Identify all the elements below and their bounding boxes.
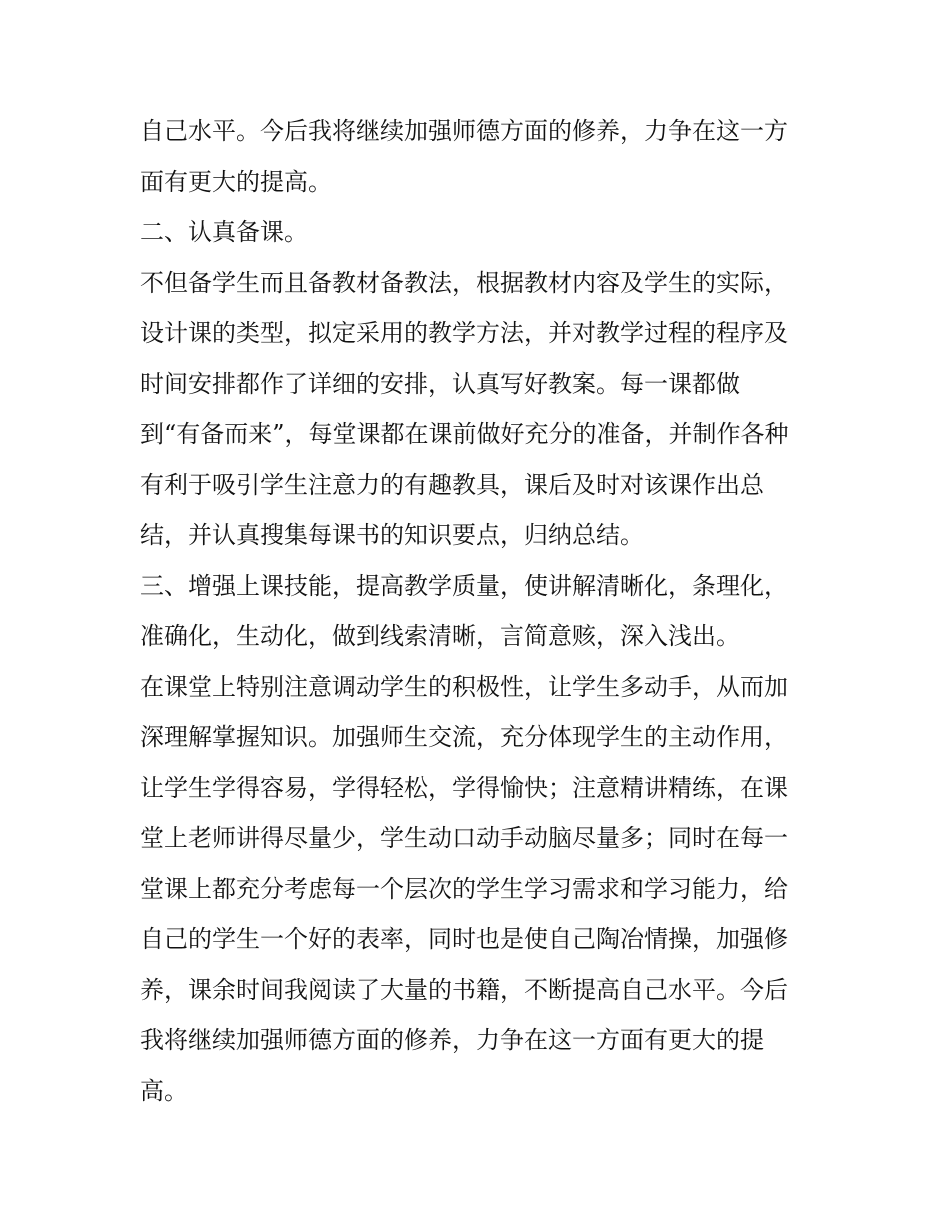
text-line: 不但备学生而且备教材备教法，根据教材内容及学生的实际， <box>140 269 788 297</box>
text-line: 到“有备而来”，每堂课都在课前做好充分的准备，并制作各种 <box>140 420 789 448</box>
text-line: 面有更大的提高。 <box>140 168 332 196</box>
text-line: 高。 <box>140 1077 188 1105</box>
text-line: 自己的学生一个好的表率，同时也是使自己陶冶情操，加强修 <box>140 925 788 953</box>
text-line: 结，并认真搜集每课书的知识要点，归纳总结。 <box>140 521 644 549</box>
text-line: 设计课的类型，拟定采用的教学方法，并对教学过程的程序及 <box>140 319 788 347</box>
text-line: 养，课余时间我阅读了大量的书籍，不断提高自己水平。今后 <box>140 976 788 1004</box>
text-line: 自己水平。今后我将继续加强师德方面的修养，力争在这一方 <box>140 117 788 145</box>
section-heading: 二、认真备课。 <box>140 218 308 246</box>
text-line: 有利于吸引学生注意力的有趣教具，课后及时对该课作出总 <box>140 471 764 499</box>
text-line: 深理解掌握知识。加强师生交流，充分体现学生的主动作用， <box>140 723 788 751</box>
text-line: 在课堂上特别注意调动学生的积极性，让学生多动手，从而加 <box>140 673 788 701</box>
text-line: 堂课上都充分考虑每一个层次的学生学习需求和学习能力，给 <box>140 875 788 903</box>
section-heading: 准确化，生动化，做到线索清晰，言简意赅，深入浅出。 <box>140 622 740 650</box>
text-line: 堂上老师讲得尽量少，学生动口动手动脑尽量多；同时在每一 <box>140 824 788 852</box>
text-line: 时间安排都作了详细的安排，认真写好教案。每一课都做 <box>140 370 740 398</box>
text-line: 让学生学得容易，学得轻松，学得愉快；注意精讲精练，在课 <box>140 774 788 802</box>
section-heading: 三、增强上课技能，提高教学质量，使讲解清晰化，条理化， <box>140 572 788 600</box>
text-line: 我将继续加强师德方面的修养，力争在这一方面有更大的提 <box>140 1026 764 1054</box>
